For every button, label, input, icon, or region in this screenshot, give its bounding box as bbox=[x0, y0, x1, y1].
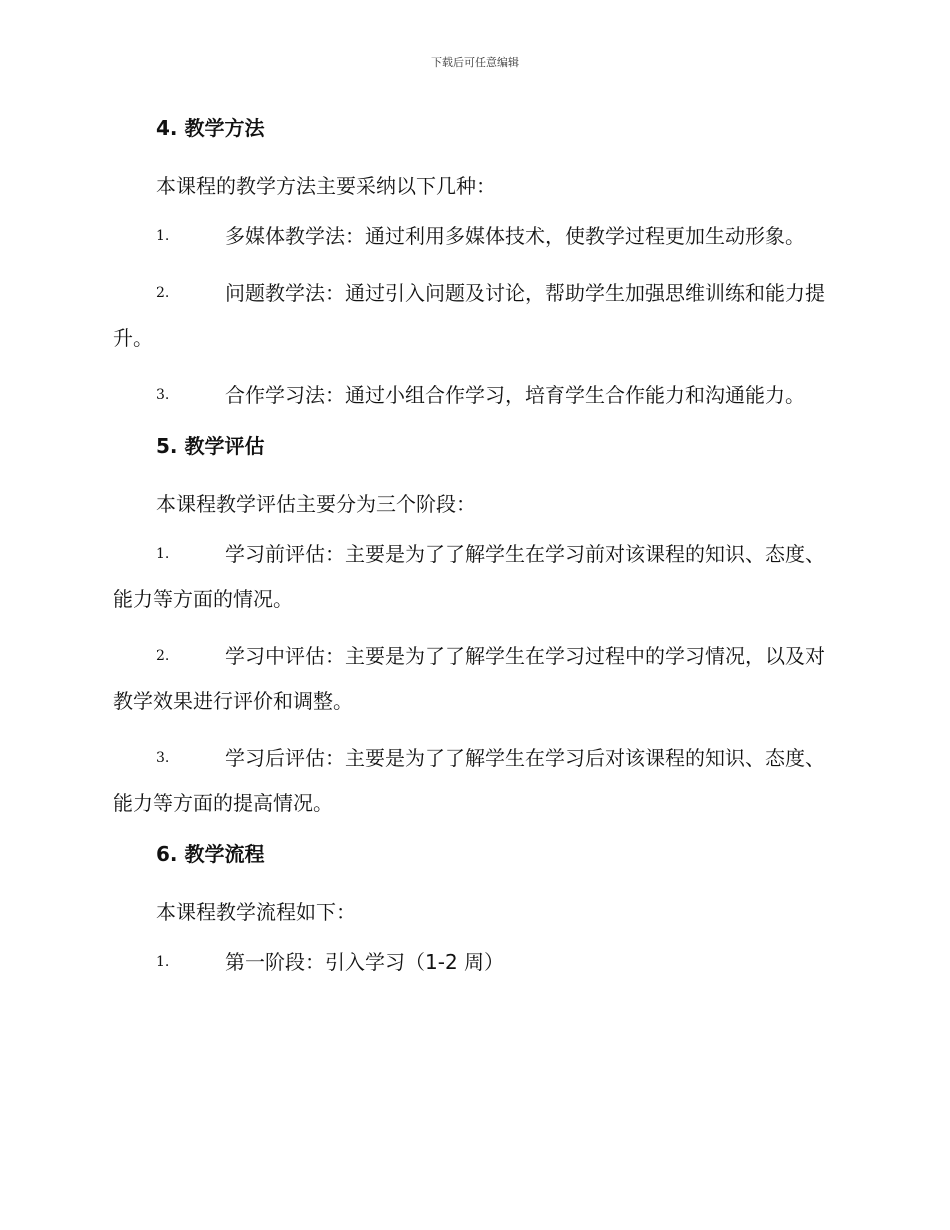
section-intro-methods: 本课程的教学方法主要采纳以下几种： bbox=[156, 174, 496, 198]
list-item-number: 3. bbox=[156, 750, 170, 766]
list-item-number: 1. bbox=[156, 546, 170, 562]
list-item-number: 1. bbox=[156, 954, 170, 970]
list-item-number: 2. bbox=[156, 648, 170, 664]
list-item-text: 学习前评估：主要是为了了解学生在学习前对该课程的知识、态度、能力等方面的情况。 bbox=[113, 542, 825, 611]
list-item bbox=[113, 532, 838, 622]
list-item bbox=[113, 736, 838, 826]
section-heading-evaluation: 5. 教学评估 bbox=[156, 434, 265, 458]
list-item-text: 第一阶段：引入学习（1-2 周） bbox=[225, 950, 505, 974]
list-item bbox=[113, 634, 838, 724]
list-item-number: 2. bbox=[156, 285, 170, 301]
list-item bbox=[113, 940, 838, 985]
list-item-text: 多媒体教学法：通过利用多媒体技术，使教学过程更加生动形象。 bbox=[225, 224, 805, 248]
section-intro-process: 本课程教学流程如下： bbox=[156, 900, 356, 924]
list-item-number: 3. bbox=[156, 387, 170, 403]
list-item-text: 学习后评估：主要是为了了解学生在学习后对该课程的知识、态度、能力等方面的提高情况。 bbox=[113, 746, 825, 815]
header-note: 下载后可任意编辑 bbox=[431, 56, 519, 69]
section-heading-process: 6. 教学流程 bbox=[156, 842, 265, 866]
list-item-text: 合作学习法：通过小组合作学习，培育学生合作能力和沟通能力。 bbox=[225, 383, 805, 407]
list-item-text: 学习中评估：主要是为了了解学生在学习过程中的学习情况，以及对教学效果进行评价和调整。 bbox=[113, 644, 825, 713]
list-item bbox=[113, 373, 838, 418]
list-item bbox=[113, 214, 838, 259]
list-item-text: 问题教学法：通过引入问题及讨论，帮助学生加强思维训练和能力提升。 bbox=[113, 281, 825, 350]
section-heading-methods: 4. 教学方法 bbox=[156, 116, 265, 140]
list-item-number: 1. bbox=[156, 228, 170, 244]
document-body bbox=[113, 112, 838, 985]
section-intro-evaluation: 本课程教学评估主要分为三个阶段： bbox=[156, 492, 476, 516]
list-item bbox=[113, 271, 838, 361]
